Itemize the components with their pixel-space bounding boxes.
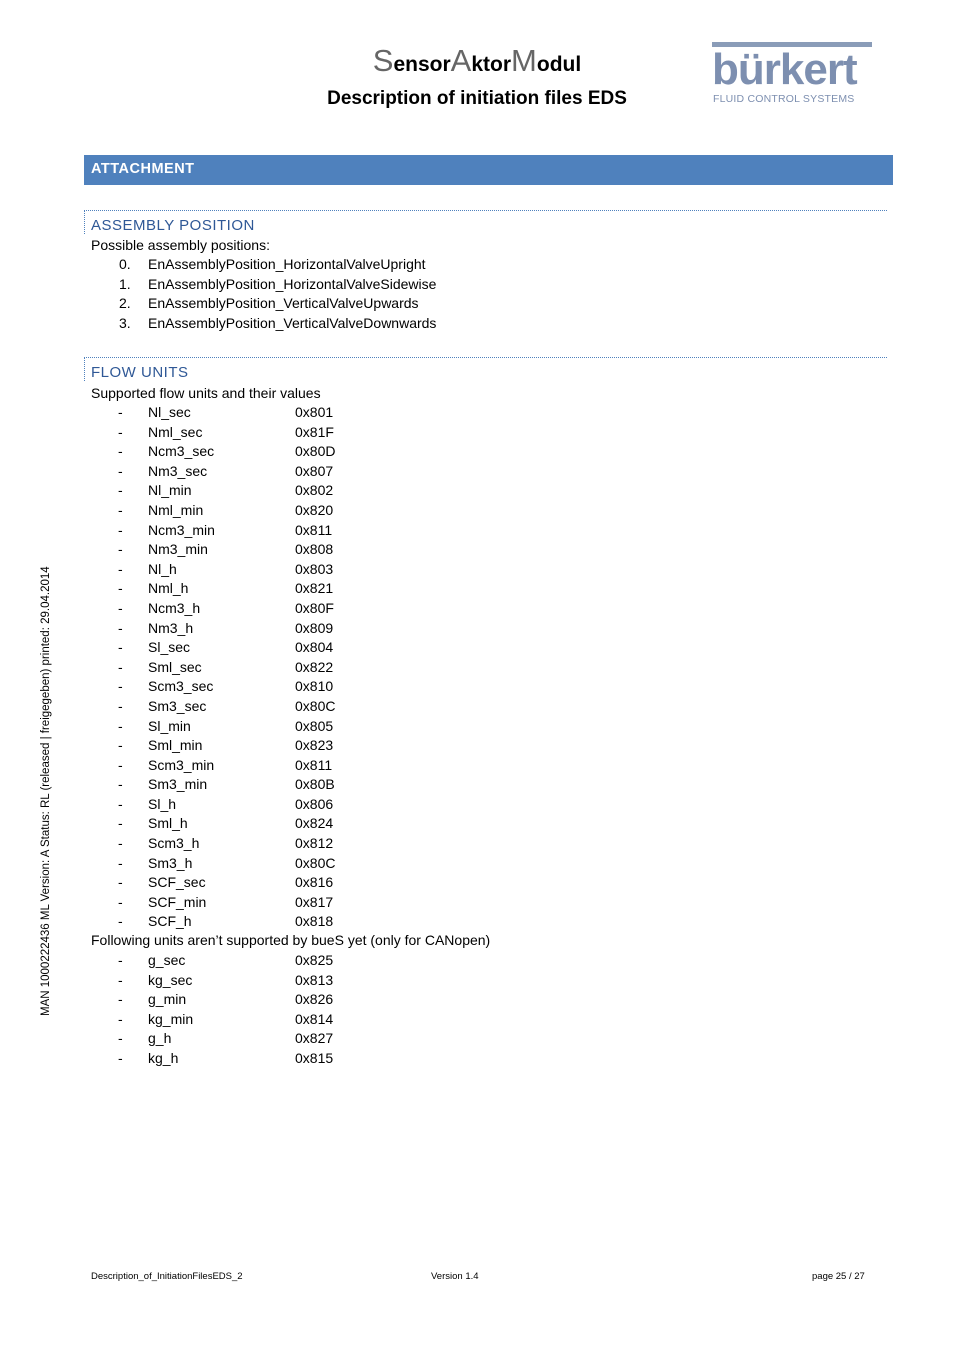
unit-name: Sl_min bbox=[148, 717, 191, 734]
unit-value: 0x818 bbox=[295, 913, 334, 930]
unsupported-intro: Following units aren’t supported by bueS yet (only for CANopen) bbox=[91, 932, 491, 948]
bullet-dash: - bbox=[118, 599, 123, 616]
unit-name: Nl_min bbox=[148, 482, 192, 499]
unit-name: Sml_h bbox=[148, 815, 188, 832]
list-item-text: EnAssemblyPosition_VerticalValveDownwards bbox=[148, 314, 437, 331]
unit-row bbox=[118, 814, 335, 834]
unit-row bbox=[118, 971, 333, 991]
bullet-dash: - bbox=[118, 462, 123, 479]
unit-value: 0x801 bbox=[295, 404, 334, 420]
bullet-dash: - bbox=[118, 737, 123, 754]
unit-value: 0x80D bbox=[295, 443, 336, 460]
unit-row bbox=[118, 717, 335, 737]
unit-row bbox=[118, 990, 333, 1010]
bullet-dash: - bbox=[118, 443, 123, 460]
title-part-3: Modul bbox=[511, 43, 582, 78]
unit-value: 0x811 bbox=[295, 521, 333, 538]
list-item-number: 2. bbox=[119, 295, 131, 312]
unit-name: Nml_min bbox=[148, 501, 204, 518]
unit-name: Nm3_sec bbox=[148, 462, 208, 479]
unit-value: 0x824 bbox=[295, 815, 334, 832]
unit-value: 0x802 bbox=[295, 482, 334, 499]
unit-row bbox=[118, 795, 335, 815]
unit-value: 0x827 bbox=[295, 1030, 334, 1047]
bullet-dash: - bbox=[118, 854, 123, 871]
unit-row bbox=[118, 560, 335, 580]
unit-name: Scm3_min bbox=[148, 756, 215, 773]
unit-row bbox=[118, 619, 335, 639]
unit-name: Sml_min bbox=[148, 737, 203, 754]
list-item-number: 1. bbox=[119, 275, 131, 292]
unit-row bbox=[118, 1010, 333, 1030]
bullet-dash: - bbox=[118, 423, 123, 440]
unit-name: g_sec bbox=[148, 952, 186, 968]
unit-value: 0x808 bbox=[295, 541, 334, 558]
unit-value: 0x805 bbox=[295, 717, 334, 734]
bullet-dash: - bbox=[118, 639, 123, 656]
unit-value: 0x813 bbox=[295, 971, 334, 988]
unit-name: Sm3_sec bbox=[148, 697, 207, 714]
unit-row bbox=[118, 521, 335, 541]
unit-value: 0x826 bbox=[295, 991, 334, 1008]
unit-name: Scm3_h bbox=[148, 835, 200, 852]
bullet-dash: - bbox=[118, 835, 123, 852]
bullet-dash: - bbox=[118, 404, 123, 420]
unit-name: SCF_h bbox=[148, 913, 192, 930]
footer-filename: Description_of_InitiationFilesEDS_2 bbox=[91, 1271, 243, 1282]
unit-row bbox=[118, 873, 335, 893]
unit-name: g_h bbox=[148, 1030, 172, 1047]
unit-name: Nm3_h bbox=[148, 619, 194, 636]
list-item bbox=[119, 275, 436, 295]
title-line-2: Description of initiation files EDS bbox=[327, 88, 627, 109]
unit-row bbox=[118, 677, 335, 697]
list-item bbox=[119, 314, 436, 334]
bullet-dash: - bbox=[118, 1049, 123, 1066]
bullet-dash: - bbox=[118, 678, 123, 695]
bullet-dash: - bbox=[118, 893, 123, 910]
unit-value: 0x80C bbox=[295, 854, 336, 871]
bullet-dash: - bbox=[118, 521, 123, 538]
unit-value: 0x809 bbox=[295, 619, 334, 636]
unit-row bbox=[118, 1029, 333, 1049]
bullet-dash: - bbox=[118, 971, 123, 988]
unit-row bbox=[118, 912, 335, 932]
unit-name: Sl_sec bbox=[148, 639, 191, 656]
unit-value: 0x804 bbox=[295, 639, 334, 656]
unit-row bbox=[118, 599, 335, 619]
footer-page-number: page 25 / 27 bbox=[812, 1271, 865, 1282]
unit-name: Sm3_h bbox=[148, 854, 193, 871]
unit-row bbox=[118, 736, 335, 756]
unsupported-units-list bbox=[118, 951, 333, 1069]
bullet-dash: - bbox=[118, 560, 123, 577]
unit-value: 0x823 bbox=[295, 737, 334, 754]
list-item-text: EnAssemblyPosition_HorizontalValveUpright bbox=[148, 256, 426, 272]
unit-value: 0x814 bbox=[295, 1010, 334, 1027]
unit-row bbox=[118, 893, 335, 913]
unit-row bbox=[118, 834, 335, 854]
unit-value: 0x80B bbox=[295, 776, 335, 793]
unit-row bbox=[118, 423, 335, 443]
bullet-dash: - bbox=[118, 482, 123, 499]
unit-name: kg_sec bbox=[148, 971, 193, 988]
unit-row bbox=[118, 501, 335, 521]
unit-row bbox=[118, 951, 333, 971]
unit-row bbox=[118, 462, 335, 482]
assembly-intro: Possible assembly positions: bbox=[91, 237, 270, 253]
unit-name: Ncm3_sec bbox=[148, 443, 215, 460]
unit-name: SCF_sec bbox=[148, 874, 206, 891]
unit-row bbox=[118, 540, 335, 560]
unit-name: kg_h bbox=[148, 1049, 179, 1066]
bullet-dash: - bbox=[118, 795, 123, 812]
unit-row bbox=[118, 481, 335, 501]
title-part-2: Aktor bbox=[450, 43, 512, 78]
list-item-text: EnAssemblyPosition_VerticalValveUpwards bbox=[148, 295, 419, 312]
unit-value: 0x815 bbox=[295, 1049, 334, 1066]
bullet-dash: - bbox=[118, 658, 123, 675]
unit-value: 0x816 bbox=[295, 874, 334, 891]
footer-version: Version 1.4 bbox=[431, 1271, 479, 1282]
unit-value: 0x820 bbox=[295, 501, 334, 518]
unit-name: Sm3_min bbox=[148, 776, 208, 793]
burkert-logo bbox=[712, 42, 874, 108]
unit-name: Sl_h bbox=[148, 795, 177, 812]
list-item-number: 0. bbox=[119, 256, 131, 272]
unit-name: Ncm3_h bbox=[148, 599, 201, 616]
unit-value: 0x803 bbox=[295, 560, 334, 577]
list-item-text: EnAssemblyPosition_HorizontalValveSidewise bbox=[148, 275, 437, 292]
bullet-dash: - bbox=[118, 913, 123, 930]
list-item-number: 3. bbox=[119, 314, 131, 331]
document-title bbox=[250, 43, 704, 110]
bullet-dash: - bbox=[118, 501, 123, 518]
supported-units-list bbox=[118, 403, 335, 932]
bullet-dash: - bbox=[118, 619, 123, 636]
unit-name: g_min bbox=[148, 991, 187, 1008]
bullet-dash: - bbox=[118, 815, 123, 832]
title-part-1: Sensor bbox=[372, 43, 451, 78]
bullet-dash: - bbox=[118, 717, 123, 734]
unit-name: Ncm3_min bbox=[148, 521, 215, 538]
unit-value: 0x817 bbox=[295, 893, 334, 910]
unit-value: 0x812 bbox=[295, 835, 334, 852]
logo-tagline: FLUID CONTROL SYSTEMS bbox=[713, 93, 855, 105]
bullet-dash: - bbox=[118, 1010, 123, 1027]
assembly-section-heading bbox=[84, 210, 887, 234]
list-item bbox=[119, 294, 436, 314]
unit-name: Nml_h bbox=[148, 580, 189, 597]
unit-row bbox=[118, 403, 335, 423]
unit-row bbox=[118, 775, 335, 795]
unit-name: Nl_sec bbox=[148, 404, 191, 420]
unit-value: 0x810 bbox=[295, 678, 334, 695]
unit-value: 0x811 bbox=[295, 756, 333, 773]
unit-value: 0x822 bbox=[295, 658, 334, 675]
title-line-1 bbox=[250, 43, 704, 80]
assembly-list bbox=[119, 255, 436, 333]
unit-value: 0x81F bbox=[295, 423, 334, 440]
unit-name: Sml_sec bbox=[148, 658, 202, 675]
flow-heading: FLOW UNITS bbox=[91, 364, 189, 381]
section-banner bbox=[84, 155, 893, 185]
unit-name: SCF_min bbox=[148, 893, 207, 910]
bullet-dash: - bbox=[118, 541, 123, 558]
unit-value: 0x821 bbox=[295, 580, 334, 597]
unit-row bbox=[118, 854, 335, 874]
bullet-dash: - bbox=[118, 991, 123, 1008]
unit-name: kg_min bbox=[148, 1010, 194, 1027]
unit-name: Nml_sec bbox=[148, 423, 203, 440]
bullet-dash: - bbox=[118, 776, 123, 793]
bullet-dash: - bbox=[118, 1030, 123, 1047]
list-item bbox=[119, 255, 436, 275]
bullet-dash: - bbox=[118, 952, 123, 968]
unit-value: 0x825 bbox=[295, 952, 334, 968]
bullet-dash: - bbox=[118, 580, 123, 597]
unit-name: Scm3_sec bbox=[148, 678, 214, 695]
unit-name: Nm3_min bbox=[148, 541, 208, 558]
unit-row bbox=[118, 1049, 333, 1069]
side-document-info: MAN 1000222436 ML Version: A Status: RL (released | freigegeben) printed: 29.04.2014 bbox=[40, 566, 52, 1016]
unit-row bbox=[118, 442, 335, 462]
bullet-dash: - bbox=[118, 874, 123, 891]
assembly-heading: ASSEMBLY POSITION bbox=[91, 217, 255, 234]
flow-intro: Supported flow units and their values bbox=[91, 385, 321, 401]
unit-row bbox=[118, 638, 335, 658]
unit-row bbox=[118, 658, 335, 678]
unit-name: Nl_h bbox=[148, 560, 177, 577]
flow-section-heading bbox=[84, 357, 887, 381]
unit-row bbox=[118, 697, 335, 717]
bullet-dash: - bbox=[118, 697, 123, 714]
bullet-dash: - bbox=[118, 756, 123, 773]
banner-title: ATTACHMENT bbox=[91, 161, 195, 177]
unit-value: 0x80C bbox=[295, 697, 336, 714]
logo-wordmark: bürkert bbox=[712, 45, 857, 94]
unit-row bbox=[118, 579, 335, 599]
unit-value: 0x806 bbox=[295, 795, 334, 812]
unit-value: 0x80F bbox=[295, 599, 334, 616]
unit-row bbox=[118, 756, 335, 776]
unit-value: 0x807 bbox=[295, 462, 334, 479]
